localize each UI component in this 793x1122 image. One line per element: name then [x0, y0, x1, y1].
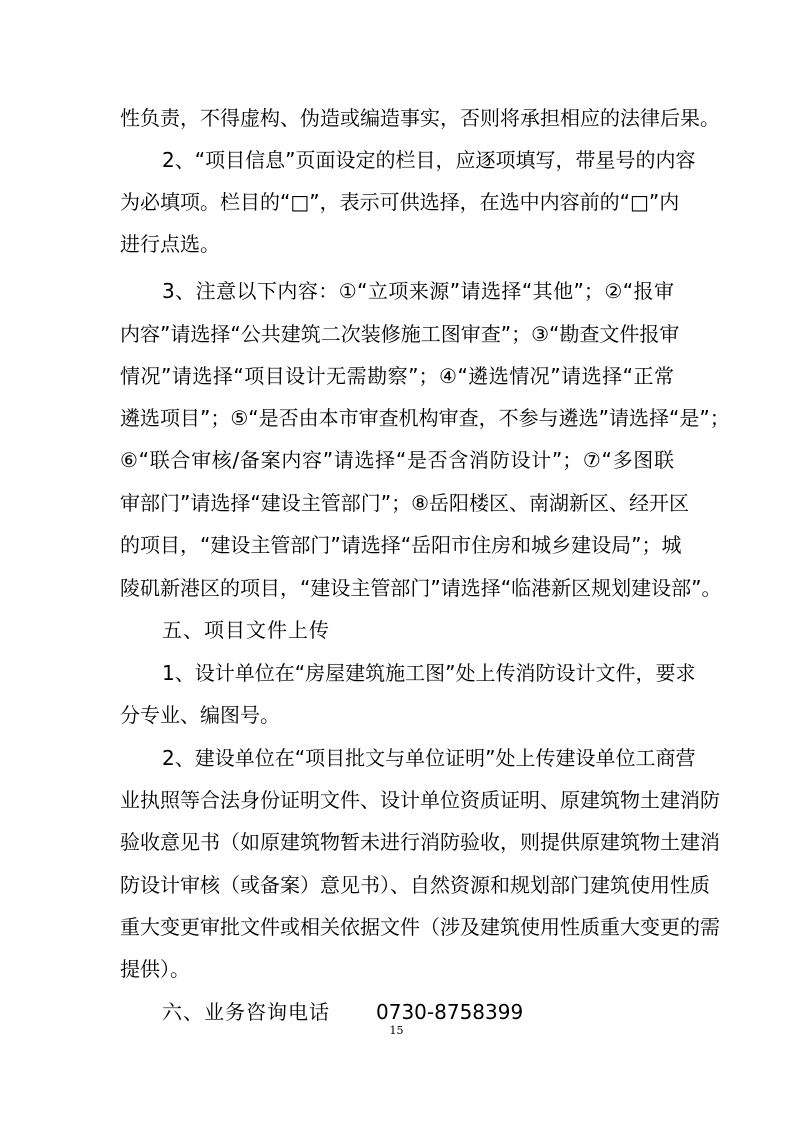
- text-line: 2、建设单位在“项目批文与单位证明”处上传建设单位工商营: [162, 746, 696, 770]
- section-heading: 六、业务咨询电话: [162, 1000, 330, 1024]
- text-line: 内容”请选择“公共建筑二次装修施工图审查”；③“勘查文件报审: [120, 322, 680, 346]
- text-line: 重大变更审批文件或相关依据文件（涉及建筑使用性质重大变更的需: [120, 915, 720, 939]
- text-line: 进行点选。: [120, 232, 220, 256]
- text-line: 验收意见书（如原建筑物暂未进行消防验收，则提供原建筑物土建消: [120, 830, 720, 854]
- text-line: 提供）。: [120, 957, 190, 981]
- text-line: 1、设计单位在“房屋建筑施工图”处上传消防设计文件，要求: [162, 661, 696, 685]
- text-line: 性负责，不得虚构、伪造或编造事实，否则将承担相应的法律后果。: [120, 106, 720, 130]
- text-line: 陵矶新港区的项目，“建设主管部门”请选择“临港新区规划建设部”。: [120, 576, 722, 600]
- phone-number: 0730-8758399: [376, 1000, 524, 1024]
- text-line: 的项目，“建设主管部门”请选择“岳阳市住房和城乡建设局”；城: [120, 533, 682, 557]
- text-line: 防设计审核（或备案）意见书）、自然资源和规划部门建筑使用性质: [120, 873, 710, 897]
- text-line: 情况”请选择“项目设计无需勘察”；④“遴选情况”请选择“正常: [120, 364, 674, 388]
- text-line: 3、注意以下内容：①“立项来源”请选择“其他”；②“报审: [162, 279, 674, 303]
- text-line: 为必填项。栏目的“□”，表示可供选择，在选中内容前的“□”内: [120, 190, 680, 214]
- text-line: 审部门”请选择“建设主管部门”；⑧岳阳楼区、南湖新区、经开区: [120, 491, 690, 515]
- page-number: 15: [389, 1024, 404, 1037]
- text-line: 2、“项目信息”页面设定的栏目，应逐项填写，带星号的内容: [162, 148, 696, 172]
- section-heading: 五、项目文件上传: [162, 618, 330, 642]
- text-line: 遴选项目”；⑤“是否由本市审查机构审查，不参与遴选”请选择“是”；: [120, 406, 730, 430]
- text-line: 分专业、编图号。: [120, 703, 280, 727]
- text-line: 业执照等合法身份证明文件、设计单位资质证明、原建筑物土建消防: [120, 788, 720, 812]
- text-line: ⑥“联合审核/备案内容”请选择“是否含消防设计”；⑦“多图联: [120, 448, 674, 472]
